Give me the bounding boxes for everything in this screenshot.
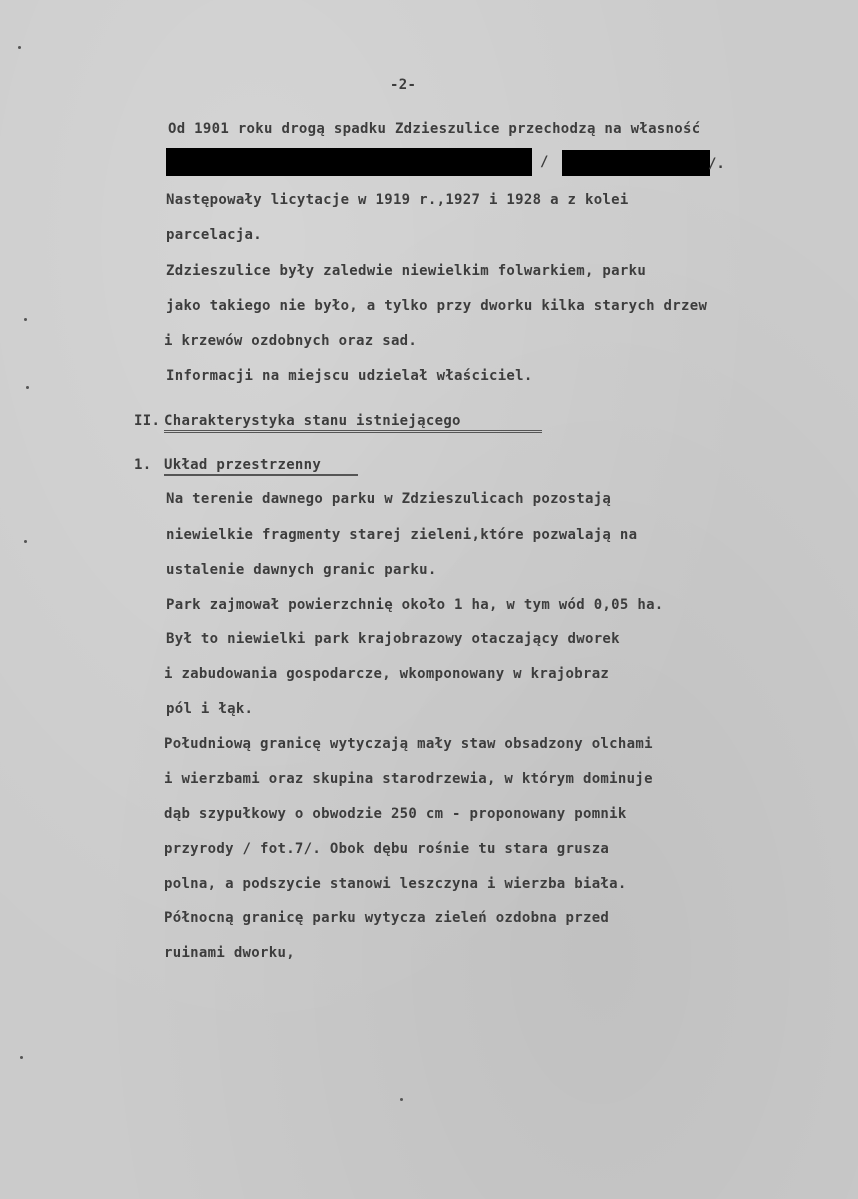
paper-speck [26,386,29,389]
paragraph-line-9: i wierzbami oraz skupina starodrzewia, w którym dominuje [164,771,653,787]
paragraph-line-7: pól i łąk. [166,701,254,717]
text-line-3: Następowały licytacje w 1919 r.,1927 i 1928 a z kolei [166,192,629,208]
page-number: -2- [390,77,417,93]
paper-speck [24,540,27,543]
text-line-1: Od 1901 roku drogą spadku Zdzieszulice przechodzą na własność [168,121,701,137]
paper-speck [20,1056,23,1059]
text-line-4: parcelacja. [166,227,263,243]
paper-speck [24,318,27,321]
paragraph-line-12: polna, a podszycie stanowi leszczyna i wierzba biała. [164,876,627,892]
paper-speck [400,1098,403,1101]
paragraph-line-13: Północną granicę parku wytycza zieleń ozdobna przed [164,910,610,926]
paper-speck [18,46,21,49]
subsection-number-1: 1. [134,457,152,473]
text-line-7: i krzewów ozdobnych oraz sad. [164,333,418,349]
paragraph-line-10: dąb szypułkowy o obwodzie 250 cm - proponowany pomnik [164,806,627,822]
text-line-5: Zdzieszulice były zaledwie niewielkim folwarkiem, parku [166,263,647,279]
redaction-block-2 [562,150,710,176]
paragraph-line-2: niewielkie fragmenty starej zieleni,które pozwalają na [166,527,638,543]
redaction-separator: / [540,154,549,170]
section-heading-2: Charakterystyka stanu istniejącego [164,413,461,429]
redaction-end: /. [708,156,725,172]
text-line-6: jako takiego nie było, a tylko przy dworku kilka starych drzew [166,298,708,314]
paragraph-line-11: przyrody / fot.7/. Obok dębu rośnie tu stara grusza [164,841,610,857]
section-number-2: II. [134,413,161,429]
paragraph-line-14: ruinami dworku, [164,945,295,961]
subsection-heading-1: Układ przestrzenny [164,457,322,473]
paragraph-line-5: Był to niewielki park krajobrazowy otaczający dworek [166,631,620,647]
paragraph-line-4: Park zajmował powierzchnię około 1 ha, w tym wód 0,05 ha. [166,597,664,613]
paragraph-line-8: Południową granicę wytyczają mały staw obsadzony olchami [164,736,653,752]
subsection-underline [164,474,358,476]
heading-double-underline [164,430,542,433]
redaction-block-1 [166,148,532,176]
paragraph-line-3: ustalenie dawnych granic parku. [166,562,437,578]
paragraph-line-1: Na terenie dawnego parku w Zdzieszulicach pozostają [166,491,612,507]
paragraph-line-6: i zabudowania gospodarcze, wkomponowany w krajobraz [164,666,610,682]
text-line-8: Informacji na miejscu udzielał właściciel. [166,368,533,384]
